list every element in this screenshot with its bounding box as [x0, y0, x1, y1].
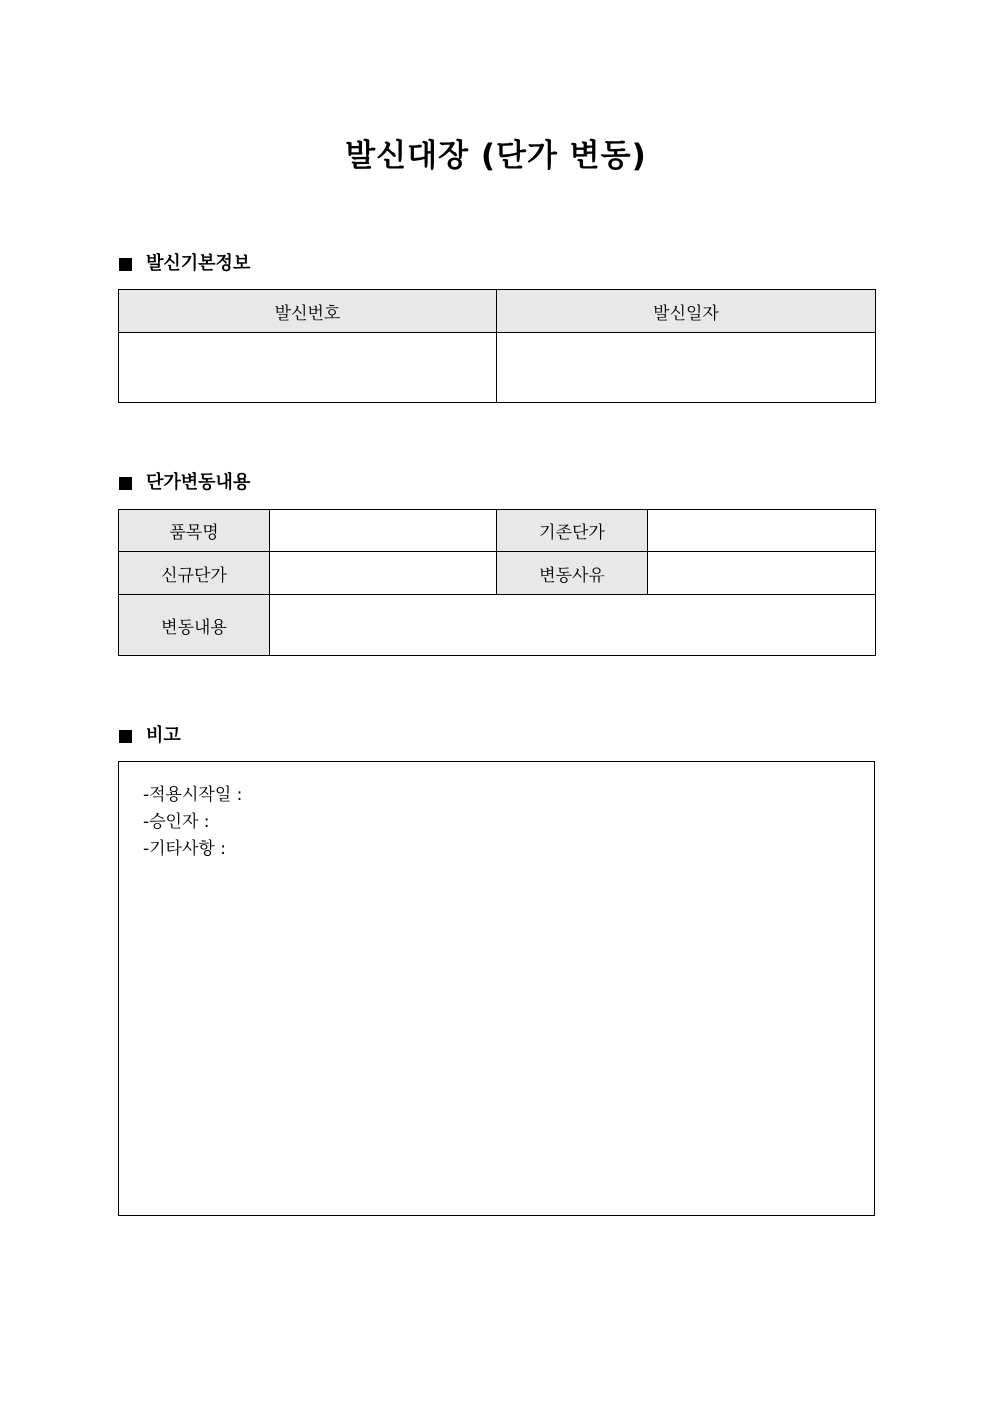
- label-item-name: 품목명: [119, 510, 270, 552]
- section-heading-price-change: [119, 470, 250, 496]
- section-title: 비고: [146, 725, 181, 746]
- square-bullet-icon: [119, 258, 132, 271]
- remark-approver: -승인자 :: [143, 812, 210, 832]
- item-name-field[interactable]: [270, 510, 497, 552]
- section-title: 단가변동내용: [146, 472, 251, 493]
- label-reason: 변동사유: [497, 552, 648, 595]
- label-old-price: 기존단가: [497, 510, 648, 552]
- header-send-date: 발신일자: [497, 290, 876, 333]
- details-field[interactable]: [270, 595, 876, 656]
- label-new-price: 신규단가: [119, 552, 270, 595]
- section-heading-basic-info: [119, 251, 250, 277]
- remark-other: -기타사항 :: [143, 839, 226, 859]
- send-date-field[interactable]: [497, 333, 876, 403]
- square-bullet-icon: [119, 477, 132, 490]
- remark-start-date: -적용시작일 :: [143, 785, 243, 805]
- reason-field[interactable]: [648, 552, 876, 595]
- section-heading-remarks: [119, 723, 181, 749]
- remarks-box[interactable]: [118, 761, 875, 1216]
- remarks-lines: [143, 782, 242, 863]
- square-bullet-icon: [119, 730, 132, 743]
- new-price-field[interactable]: [270, 552, 497, 595]
- basic-info-table: [118, 289, 876, 403]
- old-price-field[interactable]: [648, 510, 876, 552]
- send-number-field[interactable]: [119, 333, 497, 403]
- page-title: 발신대장 (단가 변동): [345, 138, 647, 174]
- price-change-table: [118, 509, 876, 656]
- section-title: 발신기본정보: [146, 253, 251, 274]
- header-send-number: 발신번호: [119, 290, 497, 333]
- label-details: 변동내용: [119, 595, 270, 656]
